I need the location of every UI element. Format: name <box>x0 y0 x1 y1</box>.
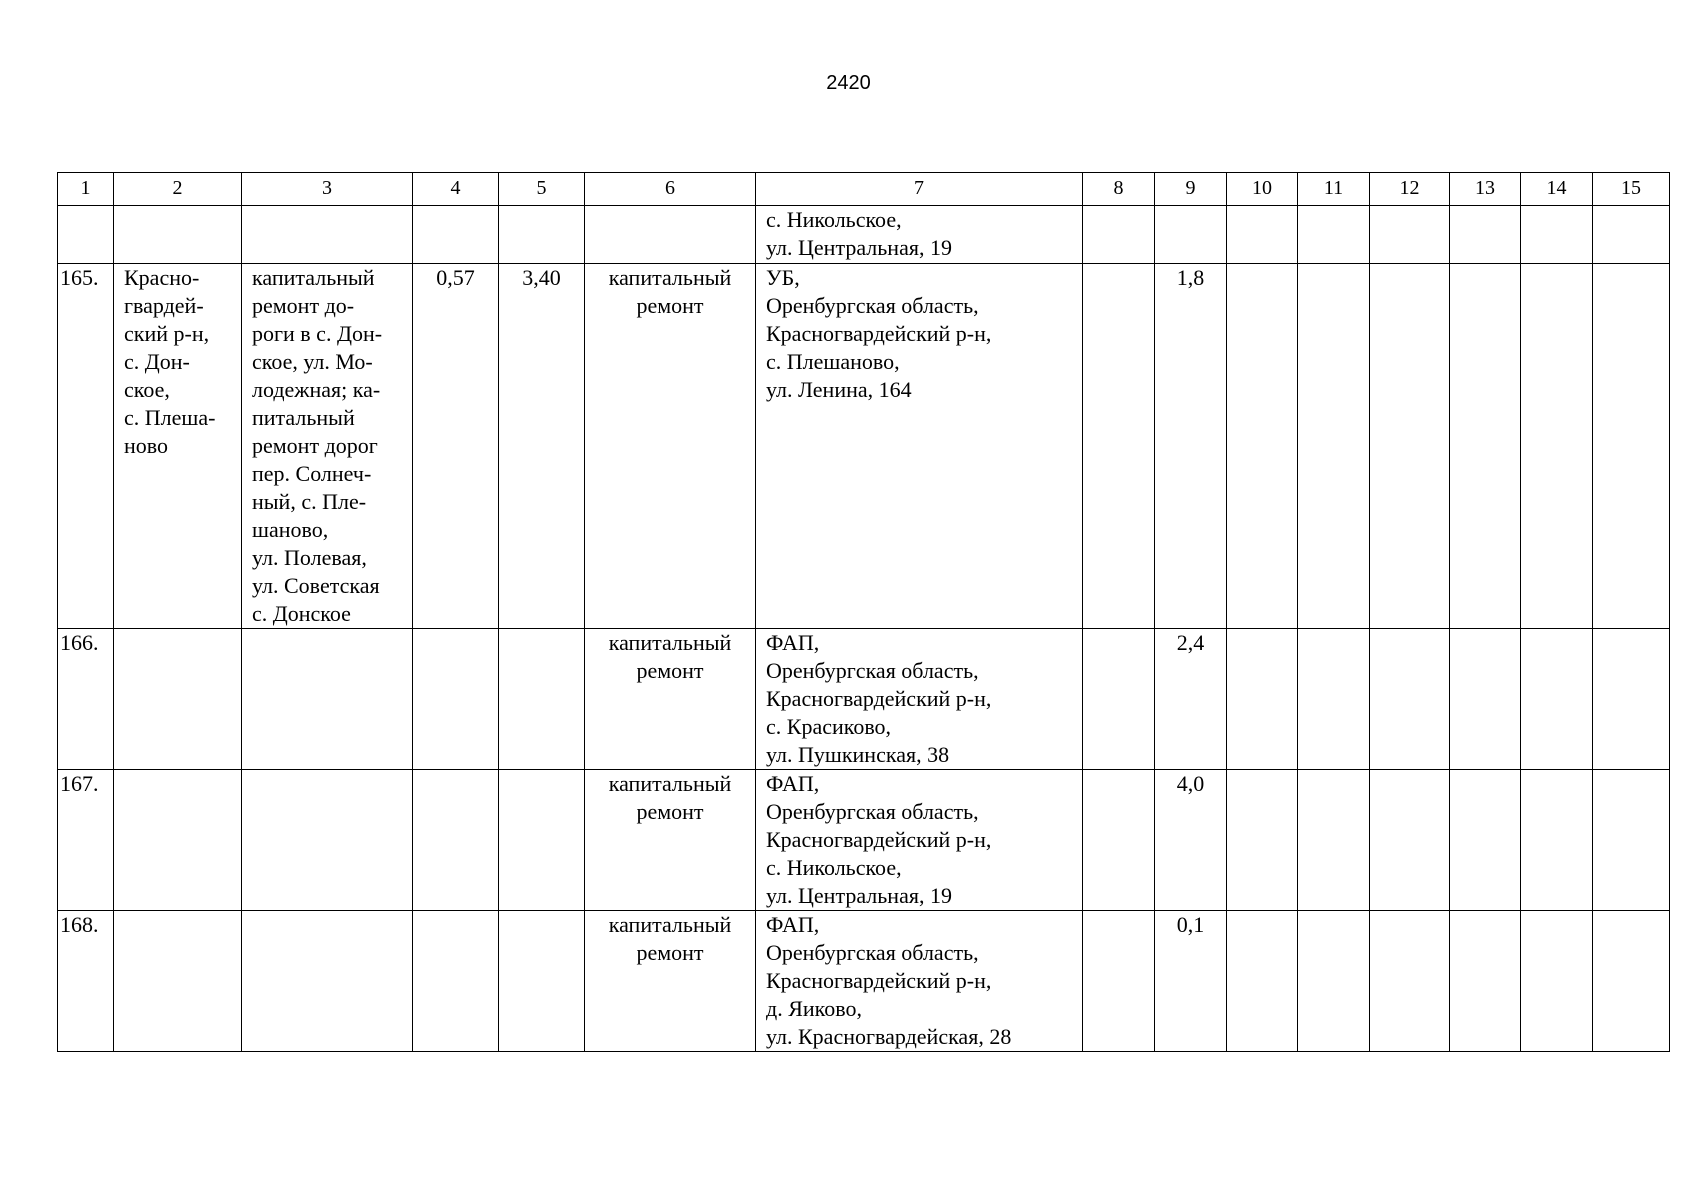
empty-col13-cell <box>1450 206 1521 264</box>
facility-address-cell-line: ул. Красногвардейская, 28 <box>766 1024 1012 1049</box>
table-row <box>58 770 1670 911</box>
district-cell <box>114 911 242 1052</box>
header-cell-11: 11 <box>1298 173 1370 206</box>
work-type-cell <box>585 206 756 264</box>
facility-address-cell-line: ФАП, <box>766 912 820 937</box>
facility-address-cell-line: Красногвардейский р-н, <box>766 321 992 346</box>
object-description-cell-line: ремонт дорог <box>252 433 378 458</box>
header-cell-5: 5 <box>499 173 585 206</box>
value-col9-cell: 2,4 <box>1155 629 1227 770</box>
object-description-cell-line: шаново, <box>252 517 329 542</box>
empty-col11-cell <box>1298 629 1370 770</box>
row-index-cell: 165. <box>58 264 114 629</box>
work-type-cell-line: капитальный <box>608 265 732 290</box>
empty-col8-cell <box>1083 206 1155 264</box>
facility-address-cell-line: с. Красиково, <box>766 714 892 739</box>
work-type-cell-line: капитальный <box>608 771 732 796</box>
object-description-cell-line: ул. Советская <box>252 573 380 598</box>
empty-col8-cell <box>1083 629 1155 770</box>
empty-col10-cell <box>1227 770 1298 911</box>
object-description-cell-line: капитальный <box>252 265 375 290</box>
value-col9-cell: 0,1 <box>1155 911 1227 1052</box>
header-cell-6: 6 <box>585 173 756 206</box>
work-type-cell-line: ремонт <box>636 799 704 824</box>
object-description-cell-line: питальный <box>252 405 355 430</box>
empty-col15-cell <box>1593 911 1670 1052</box>
table-header-row <box>58 173 1670 206</box>
value-col4-cell <box>413 770 499 911</box>
header-cell-15: 15 <box>1593 173 1670 206</box>
object-description-cell <box>242 629 413 770</box>
facility-address-cell <box>756 206 1083 264</box>
empty-col12-cell <box>1370 629 1450 770</box>
object-description-cell-line: с. Донское <box>252 601 351 626</box>
value-col9-cell: 1,8 <box>1155 264 1227 629</box>
empty-col10-cell <box>1227 264 1298 629</box>
empty-col12-cell <box>1370 770 1450 911</box>
value-col4-cell <box>413 911 499 1052</box>
object-description-cell <box>242 264 413 629</box>
object-description-cell <box>242 911 413 1052</box>
work-type-cell-line: капитальный <box>608 630 732 655</box>
empty-col12-cell <box>1370 206 1450 264</box>
facility-address-cell <box>756 911 1083 1052</box>
facility-address-cell <box>756 770 1083 911</box>
work-type-cell-line: ремонт <box>636 658 704 683</box>
empty-col15-cell <box>1593 629 1670 770</box>
facility-address-cell-line: с. Плешаново, <box>766 349 900 374</box>
work-type-cell-line: капитальный <box>608 912 732 937</box>
header-cell-4: 4 <box>413 173 499 206</box>
empty-col10-cell <box>1227 629 1298 770</box>
empty-col8-cell <box>1083 264 1155 629</box>
value-col4-cell <box>413 206 499 264</box>
value-col9-cell <box>1155 206 1227 264</box>
value-col5-cell <box>499 206 585 264</box>
facility-address-cell-line: Красногвардейский р-н, <box>766 686 992 711</box>
header-cell-8: 8 <box>1083 173 1155 206</box>
facility-address-cell <box>756 264 1083 629</box>
district-cell <box>114 629 242 770</box>
facility-address-cell-line: ул. Пушкинская, 38 <box>766 742 950 767</box>
page-number: 2420 <box>826 72 871 94</box>
object-description-cell <box>242 770 413 911</box>
empty-col15-cell <box>1593 770 1670 911</box>
district-cell-line: с. Дон- <box>124 349 190 374</box>
facility-address-cell-line: с. Никольское, <box>766 207 902 232</box>
object-description-cell-line: ный, с. Пле- <box>252 489 367 514</box>
object-description-cell-line: роги в с. Дон- <box>252 321 383 346</box>
empty-col15-cell <box>1593 264 1670 629</box>
empty-col14-cell <box>1521 770 1593 911</box>
facility-address-cell-line: Оренбургская область, <box>766 799 979 824</box>
work-type-cell <box>585 629 756 770</box>
table-row <box>58 264 1670 629</box>
district-cell-line: ново <box>124 433 169 458</box>
facility-address-cell-line: ФАП, <box>766 771 820 796</box>
object-description-cell-line: ское, ул. Мо- <box>252 349 373 374</box>
district-cell <box>114 264 242 629</box>
empty-col13-cell <box>1450 770 1521 911</box>
value-col4-cell: 0,57 <box>413 264 499 629</box>
header-cell-10: 10 <box>1227 173 1298 206</box>
value-col4-cell <box>413 629 499 770</box>
empty-col13-cell <box>1450 629 1521 770</box>
empty-col13-cell <box>1450 911 1521 1052</box>
value-col5-cell <box>499 770 585 911</box>
table-row <box>58 911 1670 1052</box>
work-type-cell-line: ремонт <box>636 940 704 965</box>
header-cell-12: 12 <box>1370 173 1450 206</box>
object-description-cell <box>242 206 413 264</box>
empty-col14-cell <box>1521 206 1593 264</box>
header-cell-2: 2 <box>114 173 242 206</box>
facility-address-cell-line: Оренбургская область, <box>766 940 979 965</box>
empty-col12-cell <box>1370 264 1450 629</box>
facility-address-cell-line: Красногвардейский р-н, <box>766 827 992 852</box>
row-index-cell <box>58 206 114 264</box>
facility-address-cell-line: УБ, <box>766 265 800 290</box>
facility-address-cell-line: д. Яиково, <box>766 996 862 1021</box>
empty-col15-cell <box>1593 206 1670 264</box>
district-cell-line: ский р-н, <box>124 321 210 346</box>
work-type-cell <box>585 264 756 629</box>
table-row <box>58 206 1670 264</box>
facility-address-cell-line: ул. Центральная, 19 <box>766 235 952 260</box>
empty-col13-cell <box>1450 264 1521 629</box>
header-cell-1: 1 <box>58 173 114 206</box>
facility-address-cell-line: Оренбургская область, <box>766 293 979 318</box>
district-cell <box>114 770 242 911</box>
header-cell-14: 14 <box>1521 173 1593 206</box>
header-cell-7: 7 <box>756 173 1083 206</box>
value-col9-cell: 4,0 <box>1155 770 1227 911</box>
header-cell-3: 3 <box>242 173 413 206</box>
facility-address-cell <box>756 629 1083 770</box>
district-cell-line: ское, <box>124 377 170 402</box>
empty-col8-cell <box>1083 911 1155 1052</box>
empty-col11-cell <box>1298 206 1370 264</box>
empty-col10-cell <box>1227 911 1298 1052</box>
value-col5-cell <box>499 629 585 770</box>
table-row <box>58 629 1670 770</box>
facility-address-cell-line: ФАП, <box>766 630 820 655</box>
data-table <box>57 172 1670 1052</box>
value-col5-cell: 3,40 <box>499 264 585 629</box>
empty-col10-cell <box>1227 206 1298 264</box>
facility-address-cell-line: с. Никольское, <box>766 855 902 880</box>
work-type-cell <box>585 911 756 1052</box>
work-type-cell <box>585 770 756 911</box>
empty-col11-cell <box>1298 770 1370 911</box>
empty-col14-cell <box>1521 629 1593 770</box>
row-index-cell: 166. <box>58 629 114 770</box>
empty-col11-cell <box>1298 911 1370 1052</box>
facility-address-cell-line: ул. Центральная, 19 <box>766 883 952 908</box>
header-cell-13: 13 <box>1450 173 1521 206</box>
facility-address-cell-line: ул. Ленина, 164 <box>766 377 912 402</box>
district-cell-line: гвардей- <box>124 293 204 318</box>
object-description-cell-line: ул. Полевая, <box>252 545 367 570</box>
header-cell-9: 9 <box>1155 173 1227 206</box>
facility-address-cell-line: Оренбургская область, <box>766 658 979 683</box>
empty-col8-cell <box>1083 770 1155 911</box>
row-index-cell: 167. <box>58 770 114 911</box>
empty-col11-cell <box>1298 264 1370 629</box>
object-description-cell-line: лодежная; ка- <box>252 377 381 402</box>
district-cell-line: Красно- <box>124 265 200 290</box>
facility-address-cell-line: Красногвардейский р-н, <box>766 968 992 993</box>
object-description-cell-line: пер. Солнеч- <box>252 461 372 486</box>
empty-col14-cell <box>1521 264 1593 629</box>
district-cell <box>114 206 242 264</box>
row-index-cell: 168. <box>58 911 114 1052</box>
district-cell-line: с. Плеша- <box>124 405 216 430</box>
value-col5-cell <box>499 911 585 1052</box>
empty-col12-cell <box>1370 911 1450 1052</box>
work-type-cell-line: ремонт <box>636 293 704 318</box>
empty-col14-cell <box>1521 911 1593 1052</box>
object-description-cell-line: ремонт до- <box>252 293 355 318</box>
